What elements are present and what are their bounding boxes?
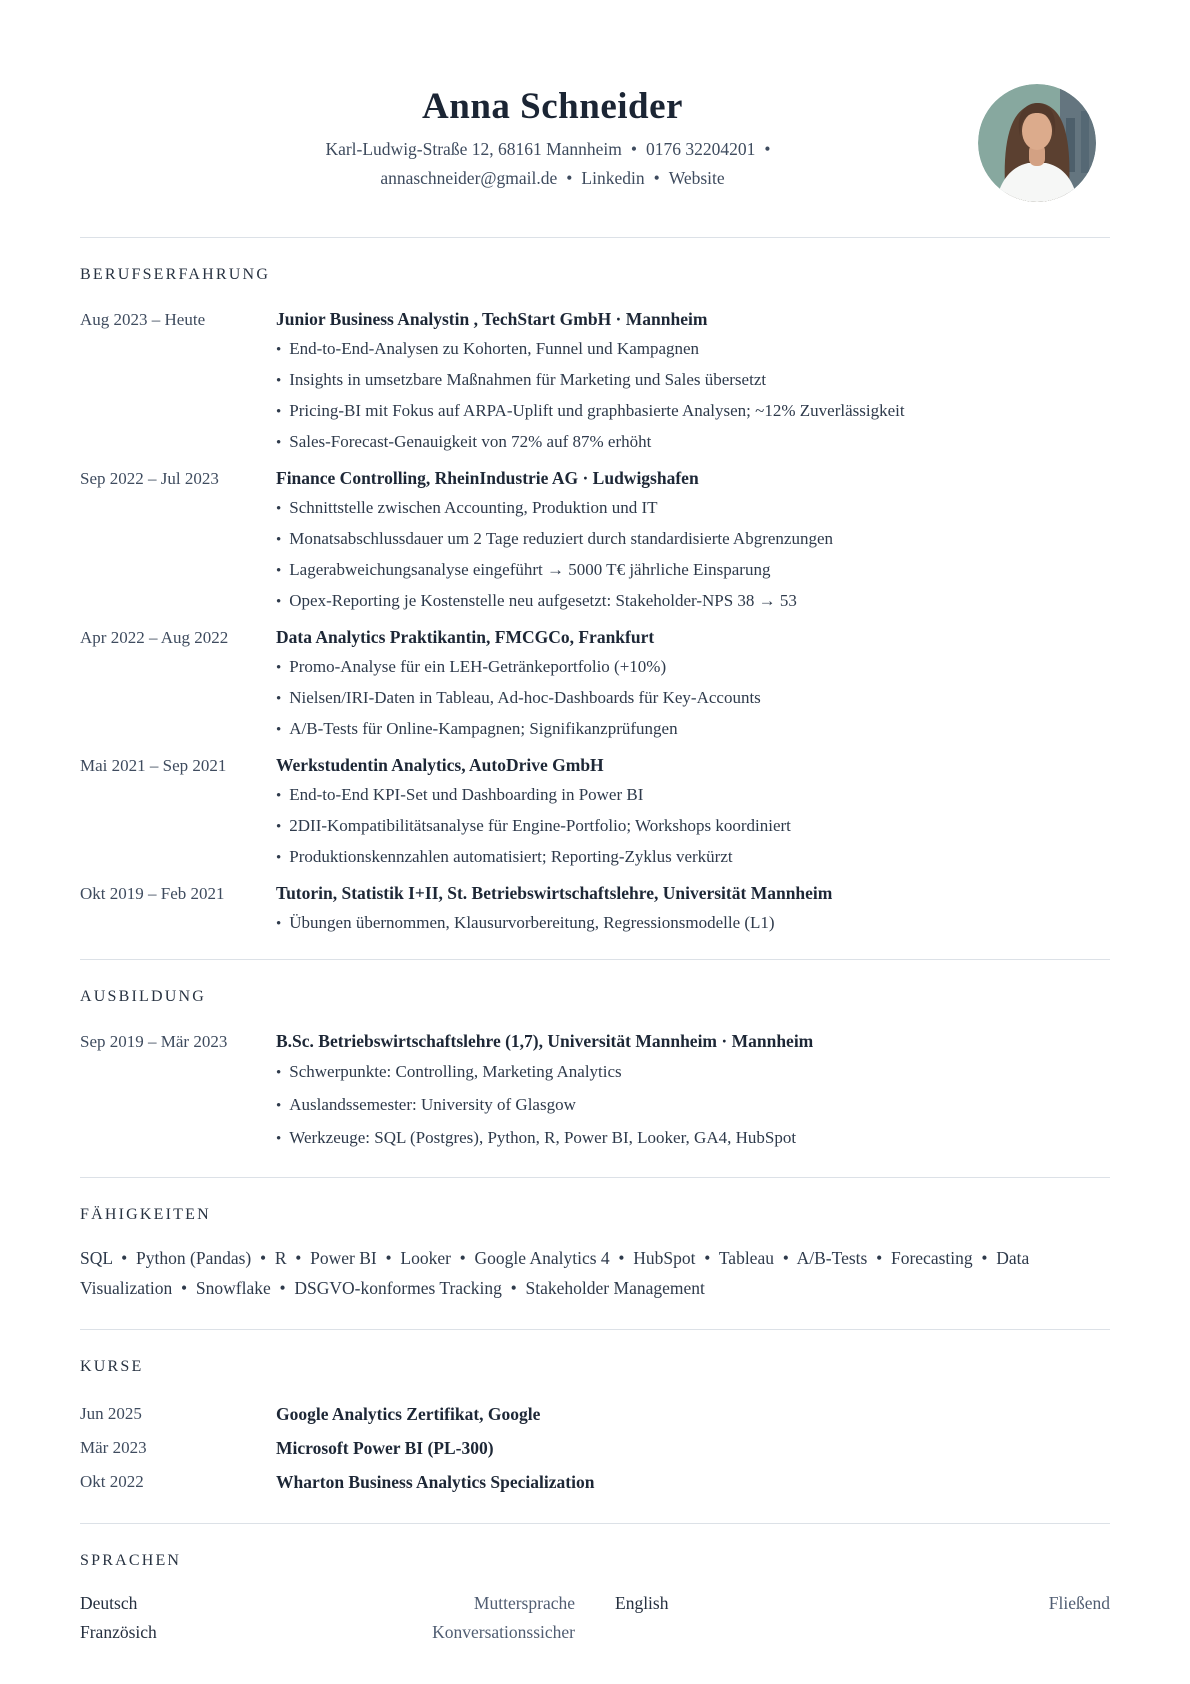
bullet-text: Werkzeuge: SQL (Postgres), Python, R, Power BI, Looker, GA4, HubSpot	[289, 1128, 797, 1147]
contact-line-2	[80, 164, 1025, 193]
entry-title: Data Analytics Praktikantin, FMCGCo, Frankfurt	[276, 627, 655, 647]
bullet-item	[276, 524, 1110, 555]
website-link[interactable]: Website	[668, 168, 725, 188]
bullet-item	[276, 396, 1110, 427]
section-languages	[80, 1551, 1110, 1647]
bullet-list	[276, 334, 1110, 458]
bullet-text: End-to-End-Analysen zu Kohorten, Funnel und Kampagnen	[289, 339, 700, 358]
bullet-item	[276, 1122, 1110, 1155]
bullet-text: Pricing-BI mit Fokus auf ARPA-Uplift und graphbasierte Analysen; ~12% Zuverlässigkeit	[289, 401, 905, 420]
entry-date: Sep 2019 – Mär 2023	[80, 1032, 228, 1051]
language-name: Deutsch	[80, 1593, 138, 1613]
person-name: Anna Schneider	[422, 86, 683, 127]
bullet-item	[276, 842, 1110, 873]
section-heading-skills: FÄHIGKEITEN	[80, 1206, 211, 1223]
bullet-text: Produktionskennzahlen automatisiert; Reporting-Zyklus verkürzt	[289, 847, 733, 866]
bullet-text: Opex-Reporting je Kostenstelle neu aufgesetzt: Stakeholder-NPS 38 → 53	[289, 591, 797, 610]
bullet-list	[276, 493, 1110, 617]
bullet-text: Promo-Analyse für ein LEH-Getränkeportfolio (+10%)	[289, 657, 667, 676]
section-heading-languages: SPRACHEN	[80, 1552, 182, 1569]
bullet-item	[276, 555, 1110, 586]
entry-date: Okt 2019 – Feb 2021	[80, 884, 225, 903]
bullet-text: Nielsen/IRI-Daten in Tableau, Ad-hoc-Dashboards für Key-Accounts	[289, 688, 761, 707]
bullet-item	[276, 586, 1110, 617]
course-row	[80, 1397, 1110, 1431]
contact-line-1	[80, 135, 1025, 164]
entry-title: Tutorin, Statistik I+II, St. Betriebswirtschaftslehre, Universität Mannheim	[276, 883, 833, 903]
bullet-item	[276, 1056, 1110, 1089]
bullet-item	[276, 652, 1110, 683]
bullet-item	[276, 365, 1110, 396]
bullet-marker: •	[276, 722, 282, 738]
entry-title: Werkstudentin Analytics, AutoDrive GmbH	[276, 755, 604, 775]
bullet-text: End-to-End KPI-Set und Dashboarding in Power BI	[289, 785, 644, 804]
bullet-item	[276, 683, 1110, 714]
bullet-marker: •	[276, 435, 282, 451]
section-divider	[80, 959, 1110, 960]
course-title: Google Analytics Zertifikat, Google	[276, 1404, 541, 1424]
entry-title: Junior Business Analystin , TechStart GmbH · Mannheim	[276, 309, 708, 329]
section-divider	[80, 1329, 1110, 1330]
section-divider	[80, 1523, 1110, 1524]
section-education	[80, 987, 1110, 1155]
header-divider	[80, 237, 1110, 238]
bullet-marker: •	[276, 1131, 282, 1147]
bullet-marker: •	[276, 501, 282, 517]
language-grid	[80, 1589, 1110, 1647]
section-divider	[80, 1177, 1110, 1178]
language-name: Französich	[80, 1622, 157, 1642]
header-text	[80, 84, 1025, 193]
section-courses	[80, 1357, 1110, 1499]
bullet-marker: •	[276, 563, 282, 579]
bullet-list	[276, 652, 1110, 745]
section-heading-courses: KURSE	[80, 1358, 144, 1375]
course-row	[80, 1465, 1110, 1499]
course-date: Jun 2025	[80, 1404, 142, 1423]
bullet-text: Sales-Forecast-Genauigkeit von 72% auf 87% erhöht	[289, 432, 652, 451]
contact-info	[80, 135, 1025, 193]
bullet-item	[276, 780, 1110, 811]
entry-title: Finance Controlling, RheinIndustrie AG · Ludwigshafen	[276, 468, 699, 488]
dot-separator: •	[566, 168, 573, 188]
section-heading-experience: BERUFSERFAHRUNG	[80, 266, 271, 283]
bullet-marker: •	[276, 532, 282, 548]
bullet-marker: •	[276, 594, 282, 610]
bullet-marker: •	[276, 691, 282, 707]
bullet-text: A/B-Tests für Online-Kampagnen; Signifikanzprüfungen	[289, 719, 678, 738]
bullet-marker: •	[276, 850, 282, 866]
skills-list: SQL • Python (Pandas) • R • Power BI • Looker • Google Analytics 4 • HubSpot • Tableau • A/B-Tests • Forecasting • Data Visualization • Snowflake • DSGVO-konformes Tracking • Stakeholder Management	[80, 1248, 1034, 1298]
address: Karl-Ludwig-Straße 12, 68161 Mannheim	[325, 139, 622, 159]
entry-title: B.Sc. Betriebswirtschaftslehre (1,7), Universität Mannheim · Mannheim	[276, 1031, 814, 1051]
education-entry	[80, 1027, 1110, 1155]
section-experience	[80, 265, 1110, 939]
phone: 0176 32204201	[646, 139, 756, 159]
header	[80, 84, 1110, 212]
course-date: Okt 2022	[80, 1472, 144, 1491]
experience-entry	[80, 751, 1110, 873]
course-title: Microsoft Power BI (PL-300)	[276, 1438, 494, 1458]
experience-entry	[80, 305, 1110, 458]
bullet-text: 2DII-Kompatibilitätsanalyse für Engine-Portfolio; Workshops koordiniert	[289, 816, 791, 835]
experience-entry	[80, 879, 1110, 939]
language-level: Fließend	[1048, 1593, 1110, 1613]
email-link[interactable]: annaschneider@gmail.de	[380, 168, 558, 188]
bullet-text: Auslandssemester: University of Glasgow	[289, 1095, 576, 1114]
bullet-text: Insights in umsetzbare Maßnahmen für Marketing und Sales übersetzt	[289, 370, 767, 389]
bullet-text: Schwerpunkte: Controlling, Marketing Analytics	[289, 1062, 622, 1081]
language-level: Konversationssicher	[432, 1622, 575, 1642]
bullet-list	[276, 780, 1110, 873]
section-skills	[80, 1205, 1110, 1303]
bullet-marker: •	[276, 1098, 282, 1114]
entry-date: Apr 2022 – Aug 2022	[80, 628, 229, 647]
bullet-item	[276, 908, 1110, 939]
bullet-item	[276, 493, 1110, 524]
section-heading-education: AUSBILDUNG	[80, 988, 206, 1005]
bullet-item	[276, 714, 1110, 745]
course-date: Mär 2023	[80, 1438, 147, 1457]
bullet-marker: •	[276, 404, 282, 420]
dot-separator: •	[630, 139, 638, 159]
bullet-text: Übungen übernommen, Klausurvorbereitung, Regressionsmodelle (L1)	[289, 913, 775, 932]
bullet-text: Lagerabweichungsanalyse eingeführt → 5000 T€ jährliche Einsparung	[289, 560, 771, 579]
language-level: Muttersprache	[473, 1593, 575, 1613]
dot-separator: •	[653, 168, 660, 188]
profile-photo-illustration	[978, 84, 1096, 202]
bullet-marker: •	[276, 373, 282, 389]
bullet-list	[276, 908, 1110, 939]
entry-date: Aug 2023 – Heute	[80, 310, 206, 329]
bullet-marker: •	[276, 1065, 282, 1081]
profile-photo	[978, 84, 1096, 202]
bullet-marker: •	[276, 916, 282, 932]
bullet-text: Monatsabschlussdauer um 2 Tage reduziert durch standardisierte Abgrenzungen	[289, 529, 834, 548]
bullet-item	[276, 427, 1110, 458]
bullet-item	[276, 1089, 1110, 1122]
language-name: English	[615, 1593, 669, 1613]
experience-entry	[80, 464, 1110, 617]
bullet-marker: •	[276, 819, 282, 835]
bullet-marker: •	[276, 788, 282, 804]
entry-date: Sep 2022 – Jul 2023	[80, 469, 219, 488]
bullet-item	[276, 334, 1110, 365]
language-row	[80, 1589, 575, 1618]
course-row	[80, 1431, 1110, 1465]
course-title: Wharton Business Analytics Specialization	[276, 1472, 595, 1492]
entry-date: Mai 2021 – Sep 2021	[80, 756, 227, 775]
bullet-item	[276, 811, 1110, 842]
bullet-text: Schnittstelle zwischen Accounting, Produktion und IT	[289, 498, 658, 517]
linkedin-link[interactable]: Linkedin	[581, 168, 645, 188]
bullet-marker: •	[276, 660, 282, 676]
experience-entry	[80, 623, 1110, 745]
language-row	[615, 1589, 1110, 1618]
dot-separator: •	[764, 139, 771, 159]
bullet-marker: •	[276, 342, 282, 358]
bullet-list	[276, 1056, 1110, 1155]
language-row	[80, 1618, 575, 1647]
